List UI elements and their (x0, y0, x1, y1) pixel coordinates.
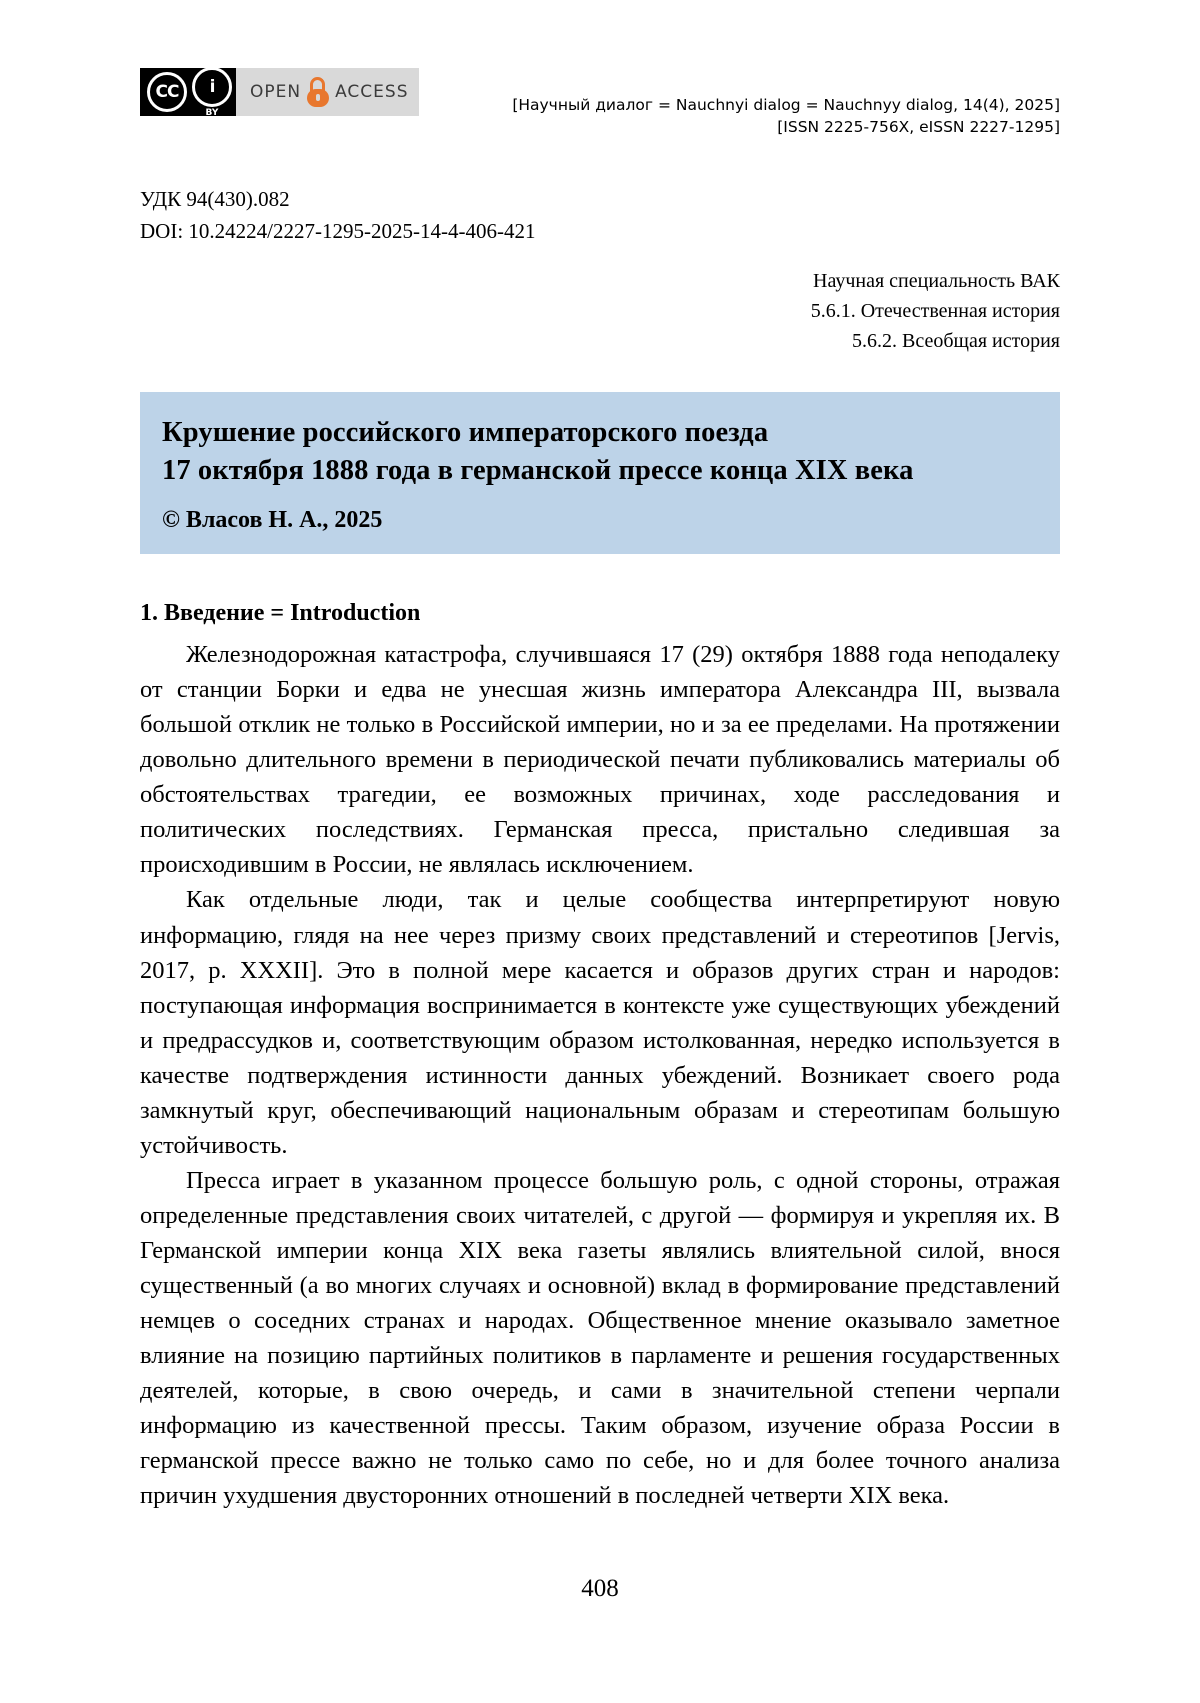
page-content (140, 0, 1060, 1513)
author-line: © Власов Н. А., 2025 (162, 507, 383, 534)
vak-heading: Научная специальность ВАК (813, 270, 1060, 293)
cc-person-icon: i (192, 67, 232, 107)
page-title-line-1: Крушение российского императорского поезда (162, 417, 769, 449)
article-body (140, 637, 1060, 1513)
paragraph: Пресса играет в указанном процессе большую роль, с одной стороны, отражая определенные представления своих читателей, с другой — формируя и укрепляя их. В Германской империи конца XIX века газеты являлись влиятельной силой, внося существенный (а во многих случаях и основной) вклад в формирование представлений немцев о соседних странах и народах. Общественное мнение оказывало заметное влияние на позицию партийных политиков в парламенте и решения государственных деятелей, которые, в свою очередь, и сами в значительной степени черпали информацию из качественной прессы. Таким образом, изучение образа России в германской прессе важно не только само по себе, но и для более точного анализа причин ухудшения двусторонних отношений в последней четверти XIX века. (140, 1166, 1060, 1509)
cc-icon: CC (147, 72, 187, 112)
doi-code: DOI: 10.24224/2227-1295-2025-14-4-406-421 (140, 219, 536, 244)
open-lock-icon (307, 77, 329, 107)
page-title-line-2: 17 октября 1888 года в германской прессе конца XIX века (162, 454, 914, 486)
vak-specialty (140, 266, 1060, 356)
article-meta (140, 183, 1060, 248)
open-access-open-label: OPEN (250, 82, 302, 102)
journal-issn-line: [ISSN 2225-756X, eISSN 2227-1295] (777, 118, 1060, 137)
cc-by-icon (192, 67, 232, 118)
page-number: 408 (581, 1575, 619, 1602)
paragraph: Железнодорожная катастрофа, случившаяся 17 (29) октября 1888 года неподалеку от станции Борки и едва не унесшая жизнь императора Александра III, вызвала большой отклик не только в Российской империи, но и за ее пределами. На протяжении довольно длительного времени в периодической печати публиковались материалы об обстоятельствах трагедии, ее возможных причинах, ходе расследования и политических последствиях. Германская пресса, пристально следившая за происходившим в России, не являлась исключением. (140, 641, 1060, 879)
udc-code: УДК 94(430).082 (140, 186, 290, 211)
license-badges (140, 68, 419, 116)
vak-item-1: 5.6.1. Отечественная история (810, 300, 1060, 323)
journal-title-line: [Научный диалог = Nauchnyi dialog = Nauchnyy dialog, 14(4), 2025] (512, 96, 1060, 114)
creative-commons-badge (140, 68, 236, 116)
page-header (140, 0, 1060, 139)
paragraph: Как отдельные люди, так и целые сообщества интерпретируют новую информацию, глядя на нее через призму своих представлений и стереотипов [Jervis, 2017, p. XXXII]. Это в полной мере касается и образов других стран и народов: поступающая информация воспринимается в контексте уже существующих убеждений и предрассудков и, соответствующим образом истолкованная, нередко используется в качестве подтверждения истинности данных убеждений. Возникает своего рода замкнутый круг, обеспечивающий национальным образам и стереотипам большую устойчивость. (140, 886, 1060, 1159)
title-block (140, 392, 1060, 554)
vak-item-2: 5.6.2. Всеобщая история (852, 330, 1060, 353)
open-access-badge (236, 68, 419, 116)
cc-by-label: BY (205, 107, 219, 118)
journal-info (512, 68, 1060, 139)
section-heading-introduction: 1. Введение = Introduction (140, 600, 421, 627)
open-access-access-label: ACCESS (335, 82, 409, 102)
